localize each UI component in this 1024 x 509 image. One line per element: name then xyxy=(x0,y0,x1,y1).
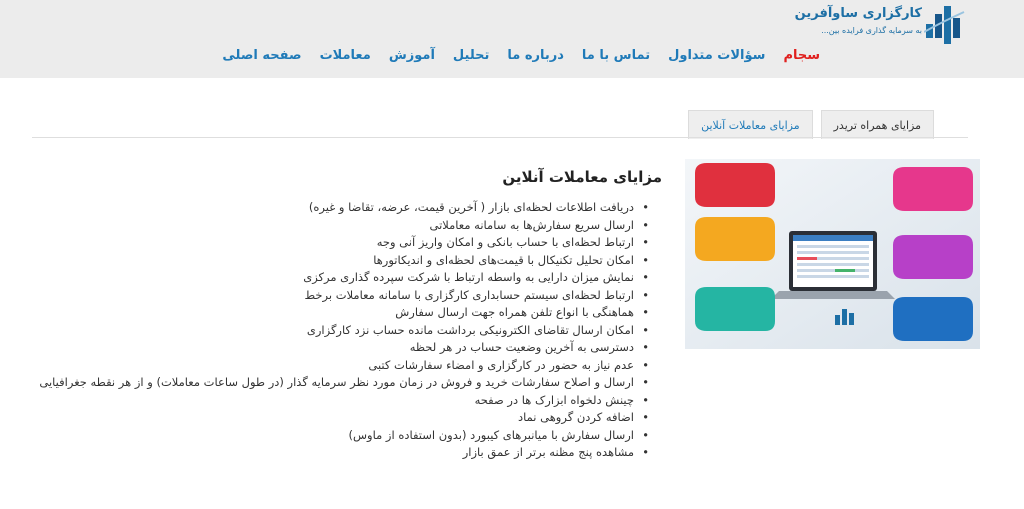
main-nav xyxy=(222,48,820,63)
bubble-blue xyxy=(893,297,973,341)
nav-item-1[interactable]: صفحه اصلی xyxy=(222,48,302,63)
tab-2[interactable]: مزایای همراه تریدر xyxy=(821,110,934,139)
feature-item: • دریافت اطلاعات لحظه‌ای بازار ( آخرین قیمت، عرضه، تقاضا و غیره) xyxy=(32,199,662,217)
nav-item-6[interactable]: تماس با ما xyxy=(581,48,651,63)
feature-item: • ارسال سفارش با میانبرهای کیبورد (بدون استفاده از ماوس) xyxy=(32,427,662,445)
feature-item: • ارتباط لحظه‌ای با حساب بانکی و امکان واریز آنی وجه xyxy=(32,234,662,252)
feature-item: • ارتباط لحظه‌ای سیستم حسابداری کارگزاری با سامانه معاملات برخط xyxy=(32,287,662,305)
nav-item-4[interactable]: تحلیل xyxy=(452,48,490,63)
feature-item: • امکان تحلیل تکنیکال با قیمت‌های لحظه‌ای و اندیکاتورها xyxy=(32,252,662,270)
brand-logo[interactable] xyxy=(794,2,966,44)
bubble-orange xyxy=(695,217,775,261)
feature-item: • چینش دلخواه ابزارک ها در صفحه xyxy=(32,392,662,410)
nav-item-5[interactable]: درباره ما xyxy=(507,48,564,63)
feature-item: • دسترسی به آخرین وضعیت حساب در هر لحظه xyxy=(32,339,662,357)
tab-1[interactable]: مزایای معاملات آنلاین xyxy=(688,110,813,139)
nav-item-8[interactable]: سجام xyxy=(783,48,820,63)
nav-item-2[interactable]: معاملات xyxy=(319,48,371,63)
tab-bar xyxy=(688,110,934,139)
online-trading-banner-image xyxy=(685,159,980,349)
bubble-red xyxy=(695,163,775,207)
bubble-pink xyxy=(893,167,973,211)
feature-item: • ارسال سریع سفارش‌ها به سامانه معاملاتی xyxy=(32,217,662,235)
feature-item: • مشاهده پنج مظنه برتر از عمق بازار xyxy=(32,444,662,462)
feature-item: • هماهنگی با انواع تلفن همراه جهت ارسال سفارش xyxy=(32,304,662,322)
tab-divider xyxy=(32,137,968,138)
brand-slogan: به سرمایه گذاری فرایده بین... xyxy=(821,26,922,35)
feature-item: • نمایش میزان دارایی به واسطه ارتباط با شرکت سپرده گذاری مرکزی xyxy=(32,269,662,287)
feature-item: • اضافه کردن گروهی نماد xyxy=(32,409,662,427)
features-section xyxy=(32,168,662,462)
features-list xyxy=(32,199,662,462)
section-title: مزایای معاملات آنلاین xyxy=(502,168,662,186)
site-header xyxy=(0,0,1024,78)
bubble-purple xyxy=(893,235,973,279)
nav-item-7[interactable]: سؤالات متداول xyxy=(668,48,766,63)
nav-item-3[interactable]: آموزش xyxy=(388,48,435,63)
brand-name: کارگزاری ساوآفرین xyxy=(794,6,922,21)
bubble-teal xyxy=(695,287,775,331)
feature-item: • امکان ارسال تقاضای الکترونیکی برداشت مانده حساب نزد کارگزاری xyxy=(32,322,662,340)
bar-chart-logo-icon xyxy=(924,2,966,44)
feature-item: • ارسال و اصلاح سفارشات خرید و فروش در زمان مورد نظر سرمایه گذار (در طول ساعات معاملات) و از هر نقطه جغرافیایی xyxy=(32,374,662,392)
laptop-base xyxy=(771,291,895,299)
banner-illustration xyxy=(685,159,980,349)
feature-item: • عدم نیاز به حضور در کارگزاری و امضاء سفارشات کتبی xyxy=(32,357,662,375)
